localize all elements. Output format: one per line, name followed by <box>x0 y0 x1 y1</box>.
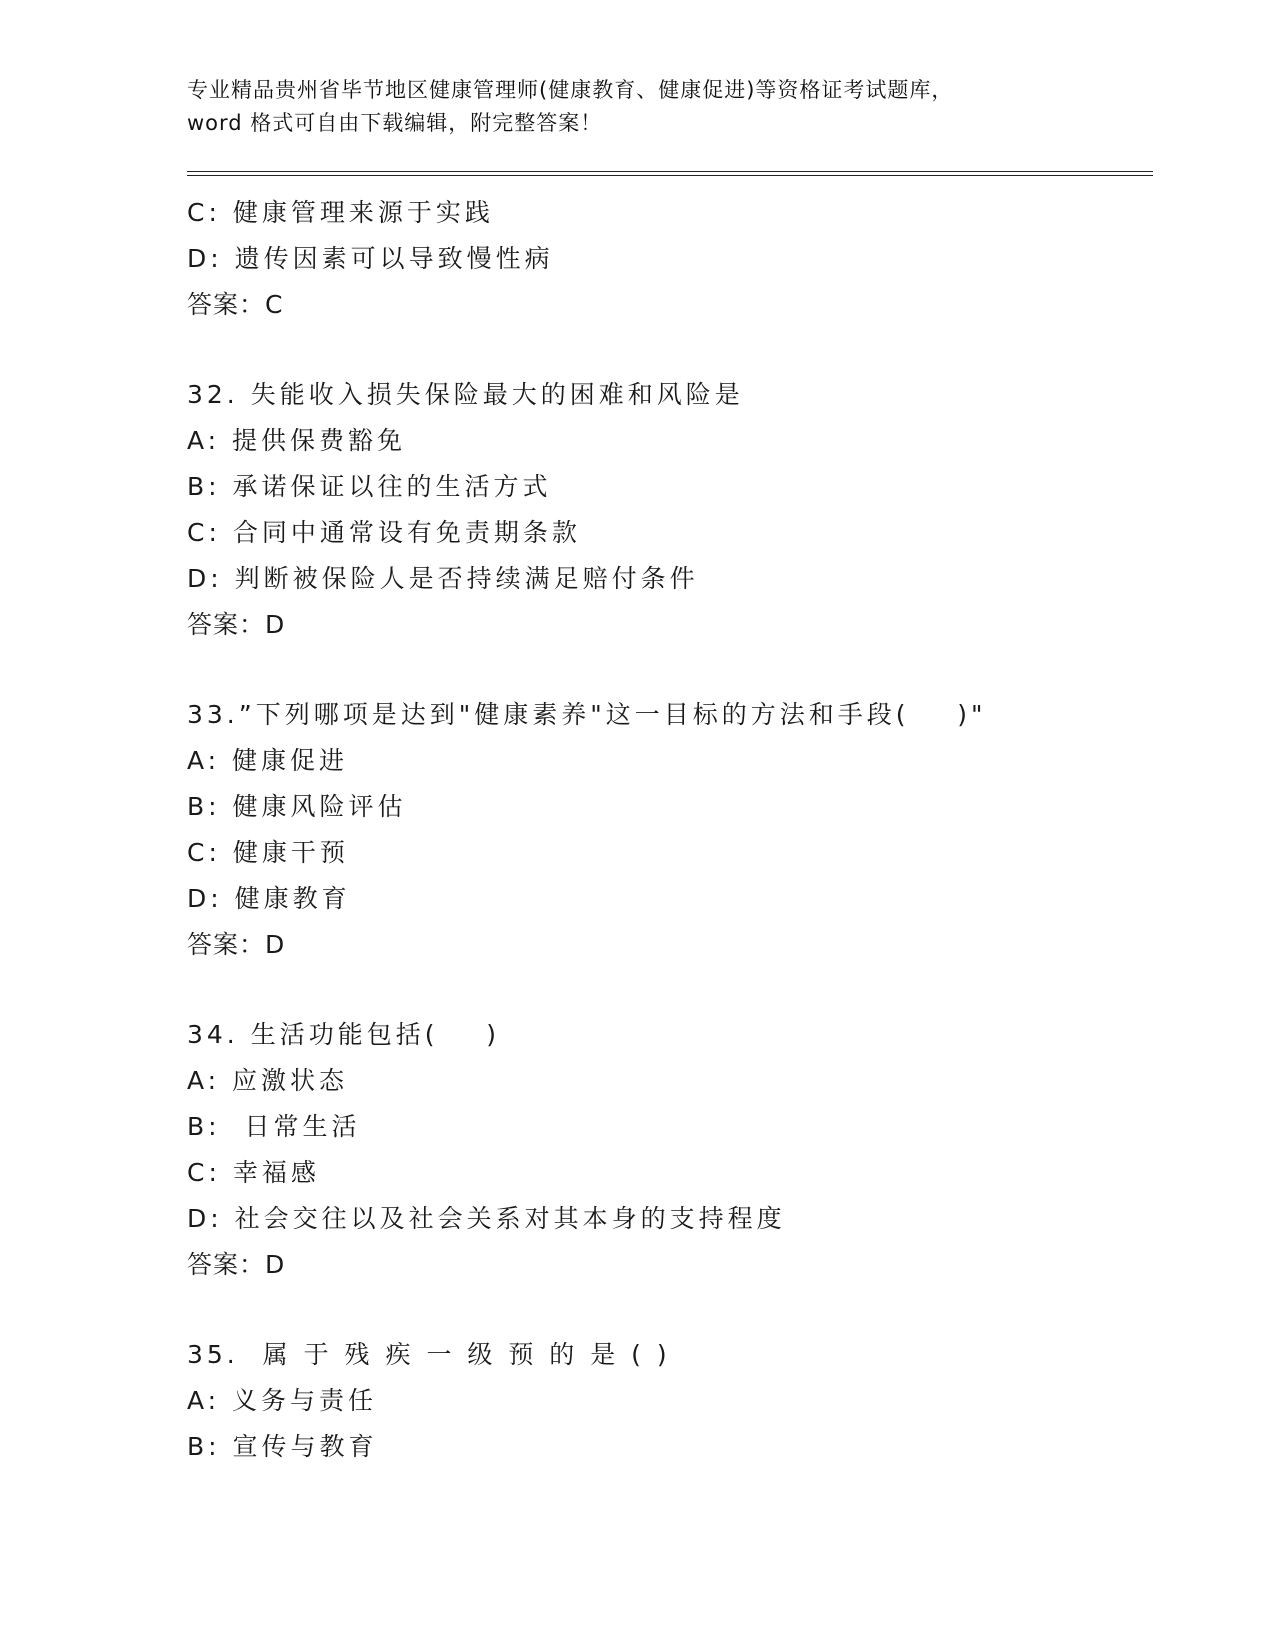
question-stem-33: 33.”下列哪项是达到"健康素养"这一目标的方法和手段( )" <box>187 700 987 729</box>
option-b: B: 日常生活 <box>187 1112 361 1141</box>
header-line-1: 专业精品贵州省毕节地区健康管理师(健康教育、健康促进)等资格证考试题库， <box>187 78 954 102</box>
question-list <box>187 190 1153 1470</box>
header-rule-top <box>187 171 1153 172</box>
option-a: A: 提供保费豁免 <box>187 426 407 455</box>
document-header <box>187 74 1087 140</box>
header-line-2: word 格式可自由下载编辑，附完整答案！ <box>187 111 603 135</box>
option-c: C: 健康管理来源于实践 <box>187 198 494 227</box>
option-d: D: 社会交往以及社会关系对其本身的支持程度 <box>187 1204 786 1233</box>
option-c: C: 健康干预 <box>187 838 349 867</box>
answer: 答案：D <box>187 610 286 639</box>
option-a: A: 应激状态 <box>187 1066 349 1095</box>
question-stem-34: 34. 生活功能包括( ) <box>187 1020 500 1049</box>
option-b: B: 宣传与教育 <box>187 1432 378 1461</box>
question-stem-32: 32. 失能收入损失保险最大的困难和风险是 <box>187 380 744 409</box>
question-stem-35: 35. 属 于 残 疾 一 级 预 的 是 ( ) <box>187 1340 671 1369</box>
option-d: D: 健康教育 <box>187 884 351 913</box>
answer: 答案：D <box>187 930 286 959</box>
option-c: C: 幸福感 <box>187 1158 320 1187</box>
option-c: C: 合同中通常设有免责期条款 <box>187 518 581 547</box>
option-a: A: 义务与责任 <box>187 1386 378 1415</box>
answer: 答案：C <box>187 290 284 319</box>
answer: 答案：D <box>187 1250 286 1279</box>
option-b: B: 健康风险评估 <box>187 792 407 821</box>
option-a: A: 健康促进 <box>187 746 349 775</box>
option-b: B: 承诺保证以往的生活方式 <box>187 472 552 501</box>
header-rule-bottom <box>187 175 1153 176</box>
option-d: D: 遗传因素可以导致慢性病 <box>187 244 554 273</box>
option-d: D: 判断被保险人是否持续满足赔付条件 <box>187 564 699 593</box>
